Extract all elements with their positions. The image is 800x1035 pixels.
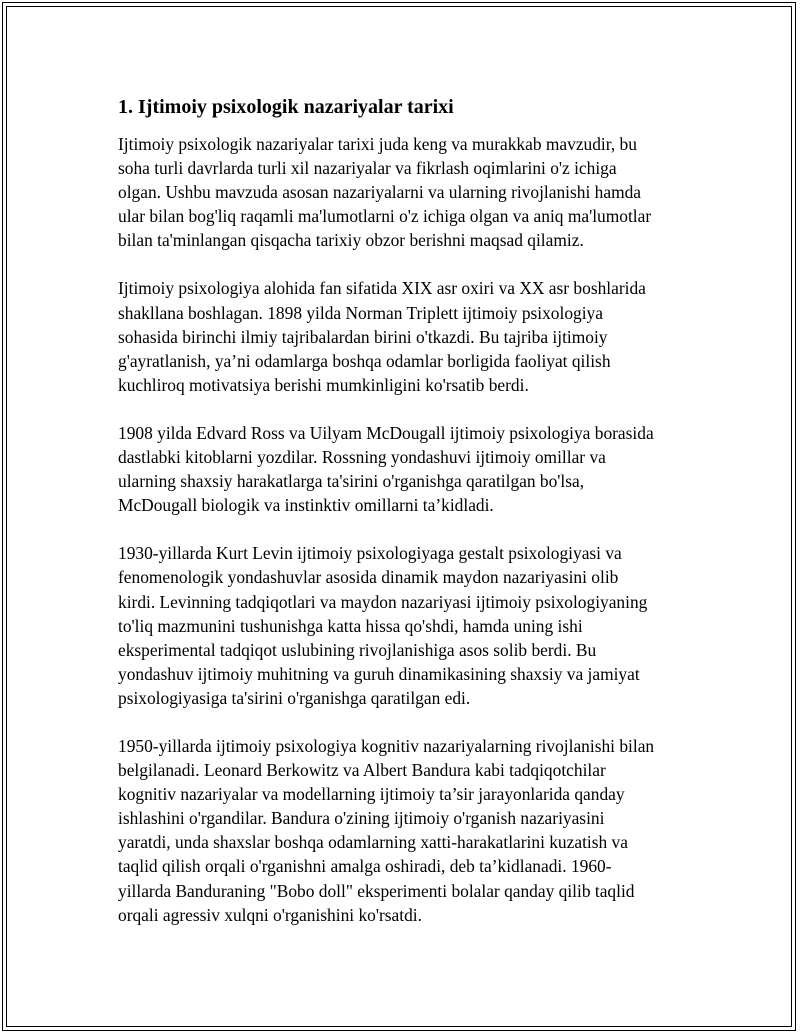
paragraph-intro: Ijtimoiy psixologik nazariyalar tarixi juda keng va murakkab mavzudir, bu soha turli davrlarda turli xil nazariyalar va fikrlash oqimlarini o'z ichiga olgan. Ushbu mavzuda asosan nazariyalarni va ularning rivojlanishi hamda ular bilan bog'liq raqamli ma'lumotlarni o'z ichiga olgan va aniq ma'lumotlar bilan ta'minlangan qisqacha tarixiy obzor berishni maqsad qilamiz.	[118, 134, 652, 251]
paragraph-origins: Ijtimoiy psixologiya alohida fan sifatida XIX asr oxiri va XX asr boshlarida shakllana boshlagan. 1898 yilda Norman Triplett ijtimoiy psixologiya sohasida birinchi ilmiy tajribalardan birini o'tkazdi. Bu tajriba ijtimoiy g'ayratlanish, ya’ni odamlarga boshqa odamlar borligida faoliyat qilish kuchliroq motivatsiya berishi mumkinligini ko'rsatib berdi.	[118, 278, 646, 395]
paragraph-1908: 1908 yilda Edvard Ross va Uilyam McDougall ijtimoiy psixologiya borasida dastlabki kitoblarni yozdilar. Rossning yondashuvi ijtimoiy omillar va ularning shaxsiy harakatlarga ta'sirini o'rganishga qaratilgan bo'lsa, McDougall biologik va instinktiv omillarni ta’kidladi.	[118, 422, 654, 516]
paragraph-1950s: 1950-yillarda ijtimoiy psixologiya kognitiv nazariyalarning rivojlanishi bilan belgilanadi. Leonard Berkowitz va Albert Bandura kabi tadqiqotchilar kognitiv nazariyalar va modellarning ijtimoiy ta’sir jarayonlarida qanday ishlashini o'rgandilar. Bandura o'zining ijtimoiy o'rganish nazariyasini yaratdi, unda shaxslar boshqa odamlarning xatti-harakatlarini kuzatish va taqlid qilish orqali o'rganishni amalga oshiradi, deb ta’kidlanadi. 1960- yillarda Banduraning "Bobo doll" eksperimenti bolalar qanday qilib taqlid orqali agressiv xulqni o'rganishini ko'rsatdi.	[118, 735, 655, 925]
paragraph-1930s: 1930-yillarda Kurt Levin ijtimoiy psixologiyaga gestalt psixologiyasi va fenomenologik yondashuvlar asosida dinamik maydon nazariyasini olib kirdi. Levinning tadqiqotlari va maydon nazariyasi ijtimoiy psixologiyaning to'liq mazmunini tushunishga katta hissa qo'shdi, hamda uning ishi eksperimental tadqiqot uslubining rivojlanishiga asos solib berdi. Bu yondashuv ijtimoiy muhitning va guruh dinamikasining shaxsiy va jamiyat psixologiyasiga ta'sirini o'rganishga qaratilgan edi.	[118, 543, 648, 708]
document-body	[118, 94, 686, 951]
section-heading: 1. Ijtimoiy psixologik nazariyalar tarixi	[118, 96, 454, 118]
